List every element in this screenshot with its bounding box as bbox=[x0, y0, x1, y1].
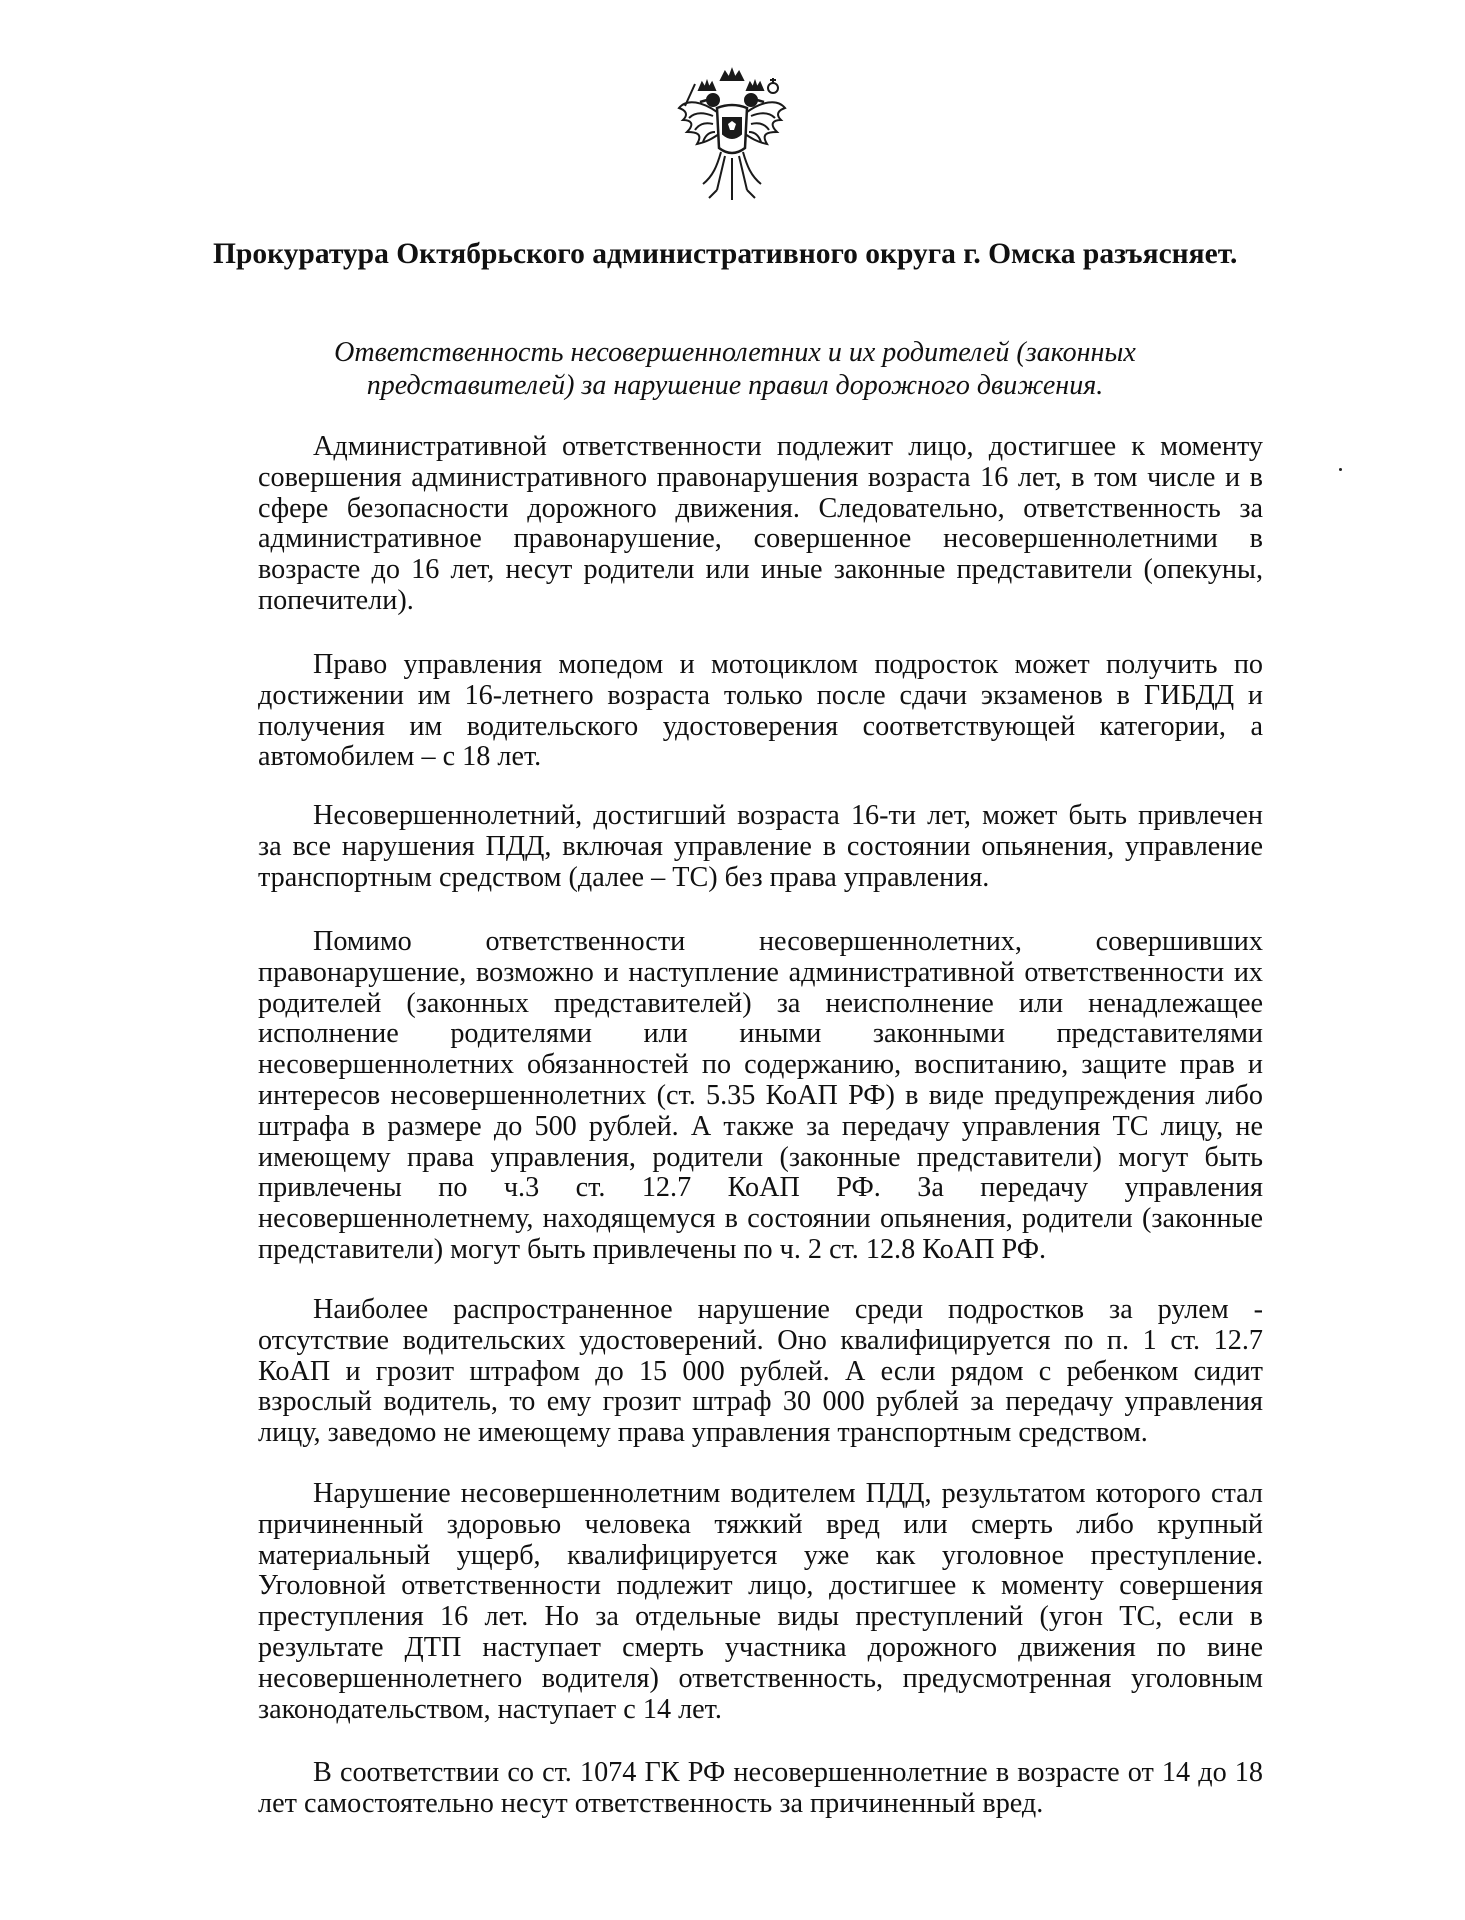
paragraph-2 bbox=[258, 650, 1263, 773]
paragraph-text: В соответствии со ст. 1074 ГК РФ несовершеннолетние в возрасте от 14 до 18 лет самостоятельно несут ответственность за причиненный вред. bbox=[258, 1757, 1263, 1819]
paragraph-6 bbox=[258, 1479, 1263, 1725]
paragraph-3 bbox=[258, 801, 1263, 893]
scan-speck bbox=[1339, 468, 1342, 471]
paragraph-7 bbox=[258, 1758, 1263, 1820]
coat-of-arms-icon bbox=[673, 62, 791, 202]
document-heading: Прокуратура Октябрьского административного округа г. Омска разъясняет. bbox=[213, 238, 1238, 270]
paragraph-5 bbox=[258, 1295, 1263, 1449]
paragraph-text: Наиболее распространенное нарушение среди подростков за рулем - отсутствие водительских удостоверений. Оно квалифицируется по п. 1 ст. 12.7 КоАП и грозит штрафом до 15 000 рублей. А если рядом с ребенком сидит взрослый водитель, то ему грозит штраф 30 000 рублей за передачу управления лицу, заведомо не имеющему права управления транспортным средством. bbox=[258, 1294, 1263, 1449]
paragraph-text: Административной ответственности подлежит лицо, достигшее к моменту совершения административного правонарушения возраста 16 лет, в том числе и в сфере безопасности дорожного движения. Следовательно, ответственность за административное правонарушение, совершенное несовершеннолетними в возрасте до 16 лет, несут родители или иные законные представители (опекуны, попечители). bbox=[258, 431, 1263, 616]
paragraph-text: Нарушение несовершеннолетним водителем ПДД, результатом которого стал причиненный здоровью человека тяжкий вред или смерть либо крупный материальный ущерб, квалифицируется уже как уголовное преступление. Уголовной ответственности подлежит лицо, достигшее к моменту совершения преступления 16 лет. Но за отдельные виды преступлений (угон ТС, если в результате ДТП наступает смерть участника дорожного движения по вине несовершеннолетнего водителя) ответственность, предусмотренная уголовным законодательством, наступает с 14 лет. bbox=[258, 1478, 1263, 1725]
paragraph-text: Помимо ответственности несовершеннолетних, совершивших правонарушение, возможно и наступление административной ответственности их родителей (законных представителей) за неисполнение или ненадлежащее исполнение родителями или иными законными представителями несовершеннолетних обязанностей по содержанию, воспитанию, защите прав и интересов несовершеннолетних (ст. 5.35 КоАП РФ) в виде предупреждения либо штрафа в размере до 500 рублей. А также за передачу управления ТС лицу, не имеющему права управления, родители (законные представители) могут быть привлечены по ч.3 ст. 12.7 КоАП РФ. За передачу управления несовершеннолетнему, находящемуся в состоянии опьянения, родители (законные представители) могут быть привлечены по ч. 2 ст. 12.8 КоАП РФ. bbox=[258, 926, 1263, 1265]
paragraph-text: Несовершеннолетний, достигший возраста 16-ти лет, может быть привлечен за все нарушения ПДД, включая управление в состоянии опьянения, управление транспортным средством (далее – ТС) без права управления. bbox=[258, 800, 1263, 893]
paragraph-text: Право управления мопедом и мотоциклом подросток может получить по достижении им 16-летнего возраста только после сдачи экзаменов в ГИБДД и получения им водительского удостоверения соответствующей категории, а автомобилем – с 18 лет. bbox=[258, 649, 1263, 773]
paragraph-4 bbox=[258, 927, 1263, 1266]
document-subheading: Ответственность несовершеннолетних и их родителей (законных представителей) за нарушение правил дорожного движения. bbox=[334, 337, 1136, 401]
paragraph-1 bbox=[258, 432, 1263, 617]
